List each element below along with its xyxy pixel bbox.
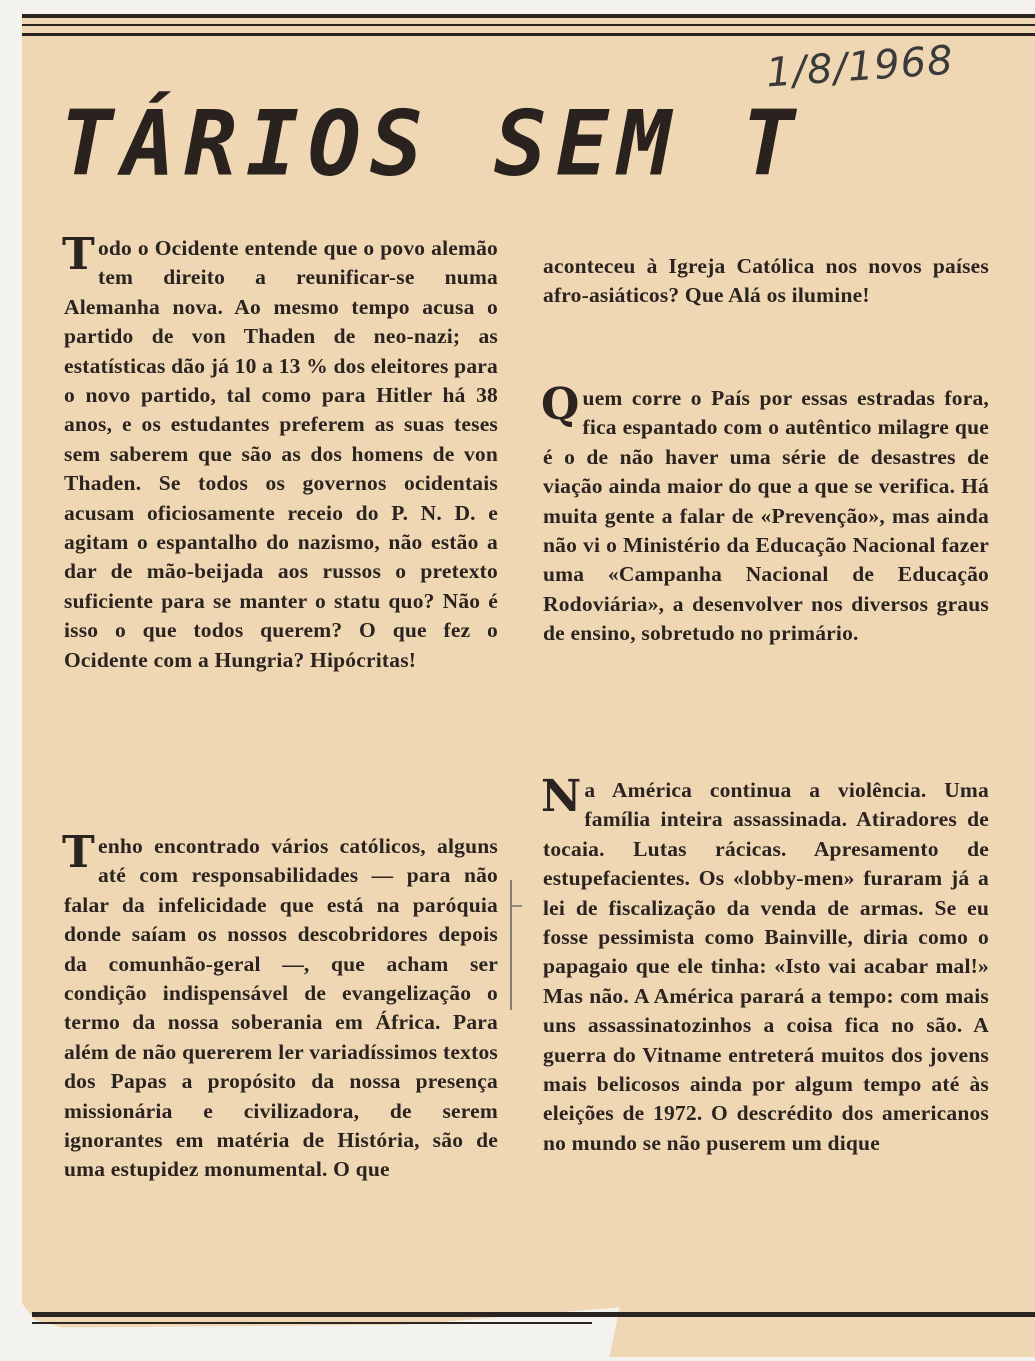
paragraph-text: odo o Ocidente entende que o povo alemão tem direito a reunificar-se numa Alemanha nova. Ao mesmo tempo acusa o partido de von Thaden de neo-nazi; as estatísticas dão já 10 a 13 % dos eleitores para o novo partido, tal como para Hitler há 38 anos, e os estudantes preferem as suas teses sem saberem que são as dos homens de von Thaden. Se todos os governos ocidentais acusam oficiosamente receio do P. N. D. e agitam o espantalho do nazismo, não estão a dar de mão-beijada aos russos o pretexto suficiente para se manter o statu quo? Não é isso o que todos querem? O que fez o Ocidente com a Hungria? Hipócritas! (64, 236, 498, 672)
paragraph-text: a América continua a violência. Uma família inteira assassinada. Atiradores de tocaia. Lutas rácicas. Apresamento de estupefacientes. Os «lobby-men» furaram já a lei de fiscalização da venda de armas. Se eu fosse pessimista como Bainville, diria como o papagaio que ele tinha: «Isto vai acabar mal!» Mas não. A América parará a tempo: com mais uns assassinatozinhos a coisa fica no são. A guerra do Vitname entreterá muitos dos jovens mais belicosos ainda por algum tempo até às eleições de 1972. O descrédito dos americanos no mundo se não puserem um dique (543, 778, 989, 1155)
top-rule-third (22, 33, 1035, 36)
handwritten-date: 1/8/1968 (764, 37, 956, 97)
bottom-rule-thin (32, 1322, 592, 1324)
dropcap: N (541, 771, 582, 822)
headline: TÁRIOS SEM T (60, 90, 804, 197)
pencil-tick (512, 905, 522, 907)
left-paragraph-2 (62, 827, 498, 1185)
right-paragraph-1 (543, 252, 989, 311)
right-paragraph-3 (541, 771, 989, 1158)
right-paragraph-2 (541, 379, 989, 649)
paragraph-text: enho encontrado vários católicos, alguns até com responsabilidades — para não falar da infelicidade que está na paróquia donde saíam os nossos descobridores depois da comunhão-geral —, que acham ser condição indispensável de evangelização o termo da nossa soberania em África. Para além de não quererem ler variadíssimos textos dos Papas a propósito da nossa presença missionária e civilizadora, de serem ignorantes em matéria de História, são de uma estupidez monumental. O que (64, 834, 498, 1182)
pencil-mark (510, 880, 512, 1010)
paragraph-text: aconteceu à Igreja Católica nos novos países afro-asiáticos? Que Alá os ilumine! (543, 254, 989, 308)
bottom-rule-thick (32, 1312, 1035, 1317)
left-paragraph-1 (62, 229, 498, 675)
dropcap: Q (541, 379, 580, 430)
top-rule-thick (22, 14, 1035, 18)
dropcap: T (62, 827, 95, 878)
dropcap: T (62, 229, 95, 280)
top-rule-thin (22, 24, 1035, 26)
paragraph-text: uem corre o País por essas estradas fora, fica espantado com o autêntico milagre que é o de não haver uma série de desastres de viação ainda maior do que a que se verifica. Há muita gente a falar de «Prevenção», mas ainda não vi o Ministério da Educação Nacional fazer uma «Campanha Nacional de Educação Rodoviária», a desenvolver nos diversos graus de ensino, sobretudo no primário. (543, 386, 989, 646)
